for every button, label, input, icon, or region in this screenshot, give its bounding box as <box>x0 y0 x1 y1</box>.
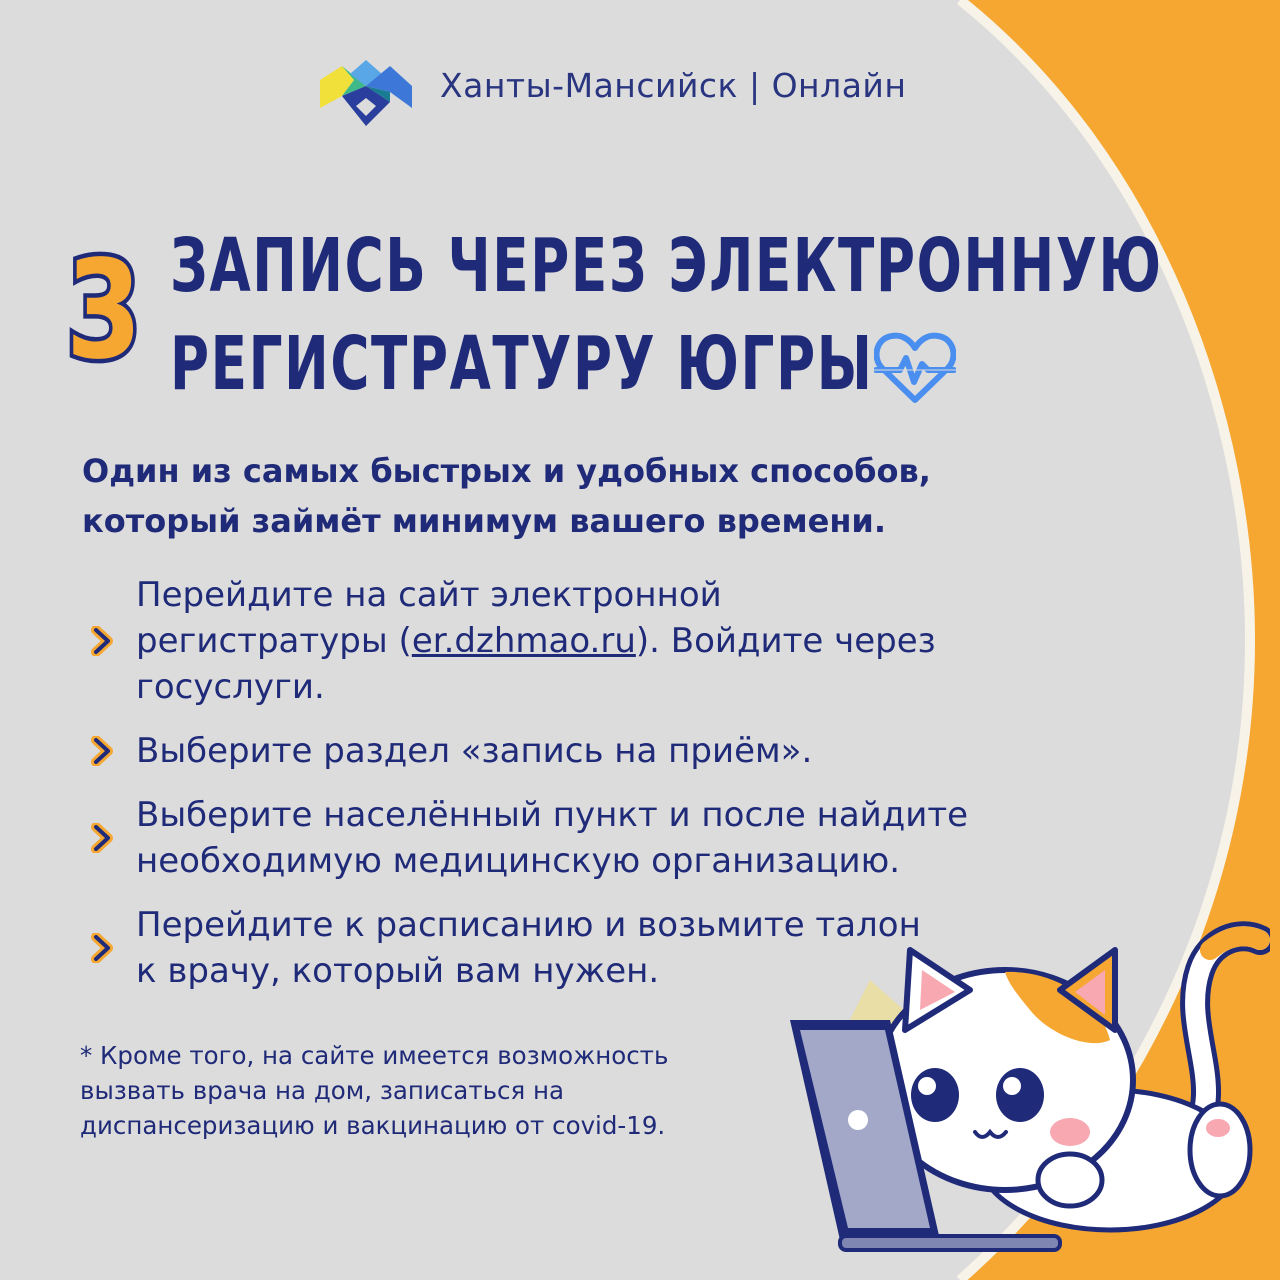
step-number: 3 <box>66 232 142 390</box>
subtitle-line-2: который займёт минимум вашего времени. <box>82 502 886 540</box>
subtitle-line-1: Один из самых быстрых и удобных способов, <box>82 452 931 490</box>
footnote-line-2: вызвать врача на дом, записаться на <box>80 1076 565 1105</box>
step-1-line-1: Перейдите на сайт электронной <box>136 575 722 615</box>
step-1-line-3: госуслуги. <box>136 667 325 707</box>
step-1-line-2a: регистратуры ( <box>136 621 412 661</box>
chevron-right-icon <box>90 736 136 766</box>
chevron-right-icon <box>90 626 136 656</box>
footnote <box>80 1038 800 1143</box>
title-line-2: РЕГИСТРАТУРУ ЮГРЫ <box>170 321 874 407</box>
subtitle <box>82 446 1082 546</box>
footnote-line-1: * Кроме того, на сайте имеется возможность <box>80 1041 669 1070</box>
step-4-line-1: Перейдите к расписанию и возьмите талон <box>136 905 921 945</box>
step-item-2 <box>90 728 1150 774</box>
step-3-line-1: Выберите населённый пункт и после найдите <box>136 795 969 835</box>
step-2-line-1: Выберите раздел «запись на приём». <box>136 731 813 771</box>
brand-name: Ханты-Мансийск | Онлайн <box>440 66 907 105</box>
registry-link[interactable]: er.dzhmao.ru <box>411 621 636 661</box>
chevron-right-icon <box>90 823 136 853</box>
step-3-line-2: необходимую медицинскую организацию. <box>136 841 901 881</box>
chevron-right-icon <box>90 933 136 963</box>
step-4-line-2: к врачу, который вам нужен. <box>136 951 660 991</box>
footnote-line-3: диспансеризацию и вакцинацию от covid-19. <box>80 1111 666 1140</box>
heart-pulse-icon <box>874 330 956 404</box>
step-item-3 <box>90 792 1150 884</box>
cat-with-laptop-illustration <box>770 910 1270 1270</box>
title-line-1: ЗАПИСЬ ЧЕРЕЗ ЭЛЕКТРОННУЮ <box>170 223 1163 309</box>
step-item-1 <box>90 572 1150 710</box>
khanty-mansiysk-logo-icon <box>316 56 416 128</box>
step-1-line-2b: ). Войдите через <box>635 621 936 661</box>
